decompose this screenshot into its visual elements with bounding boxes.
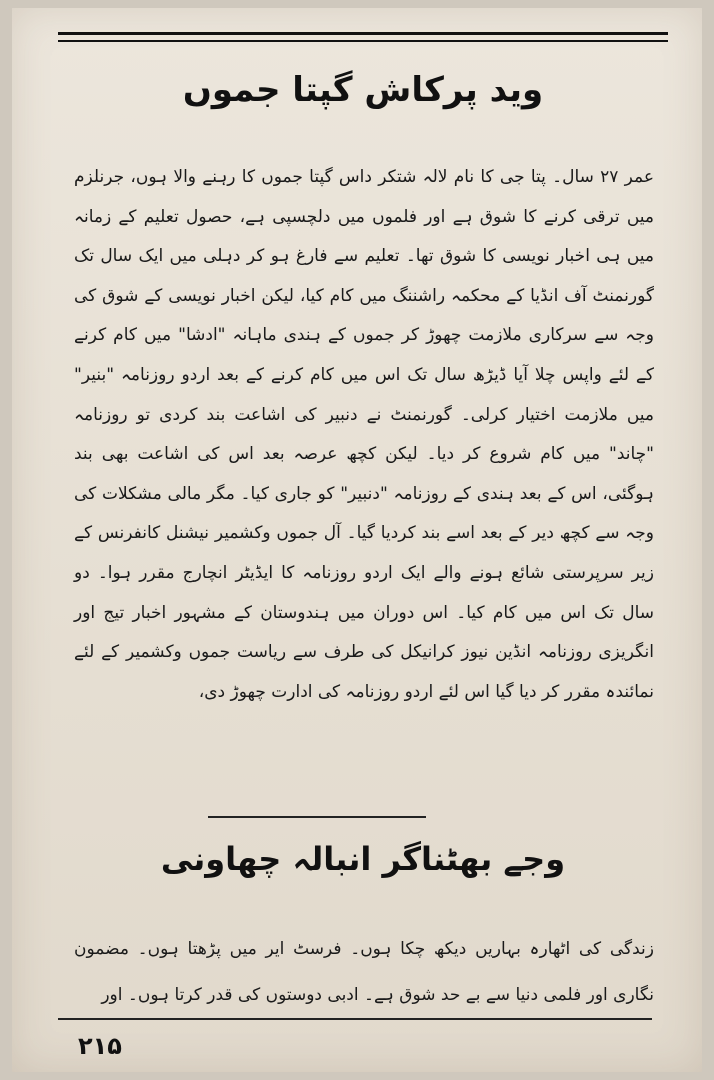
page-number: ۲۱۵ — [78, 1032, 122, 1060]
article-body-vijay-bhatnagar: زندگی کی اٹھارہ بہاریں دیکھ چکا ہوں۔ فرسٹ ایر میں پڑھتا ہوں۔ مضمون نگاری اور فلمی دنیا سے بے حد شوق ہے۔ ادبی دوستوں کی قدر کرتا ہوں۔ اور — [74, 939, 654, 1005]
article-body-ved-prakash: عمر ۲۷ سال۔ پتا جی کا نام لالہ شتکر داس گپتا جموں کا رہنے والا ہوں، جرنلزم میں ترقی کرنے کا شوق ہے اور فلموں میں دلچسپی ہے، حصول تعلیم کے زمانہ میں ہی اخبار نویسی کا شوق تھا۔ تعلیم سے فارغ ہو کر دہلی میں ایک سال تک گورنمنٹ آف انڈیا کے محکمہ راشننگ میں کام کیا، لیکن اخبار نویسی کے شوق کی وجہ سے سرکاری ملازمت چھوڑ کر جموں کے ہندی ماہانہ "ادشا" میں کام کرنے کے لئے واپس چلا آیا ڈیڑھ سال تک اس میں کام کرنے کے بعد اردو روزنامہ "بنیر" میں ملازمت اختیار کرلی۔ گورنمنٹ نے دنبیر کی اشاعت بند کردی تو روزنامہ "چاند" میں کام شروع کر دیا۔ لیکن کچھ عرصہ بعد اس کی اشاعت بھی بند ہوگئی، اس کے بعد ہندی کے روزنامہ "دنبیر" کو جاری کیا۔ مگر مالی مشکلات کی وجہ سے کچھ دیر کے بعد اسے بند کردیا گیا۔ آل جموں وکشمیر نیشنل کانفرنس کے زیر سرپرستی شائع ہونے والے ایک اردو روزنامہ کا ایڈیٹر انچارج مقرر ہوا۔ دو سال تک اس میں کام کیا۔ اس دوران میں ہندوستان کے مشہور اخبار تیج اور انگریزی روزنامہ انڈین نیوز کرانیکل کی طرف سے ریاست جموں وکشمیر کے لئے نمائندہ مقرر کر دیا گیا اس لئے اردو روزنامہ کی ادارت چھوڑ دی، — [74, 167, 654, 702]
bottom-rule — [58, 1018, 652, 1020]
magazine-page — [12, 8, 702, 1072]
article-title-ved-prakash: وید پرکاش گپتا جموں — [182, 70, 544, 110]
article-title-vijay-bhatnagar: وجے بھٹناگر انبالہ چھاونی — [160, 840, 566, 878]
top-rule-thin — [58, 40, 668, 42]
top-rule-thick — [58, 32, 668, 35]
section-divider — [208, 816, 426, 818]
